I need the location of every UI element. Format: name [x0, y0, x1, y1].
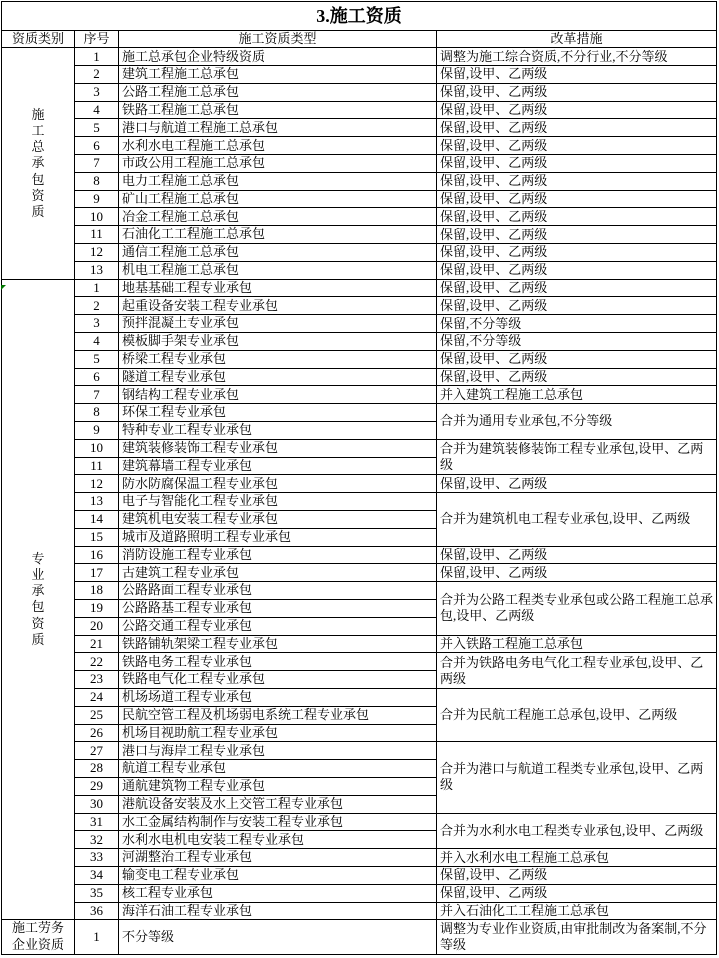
qualification-type-cell: 公路路面工程专业承包 — [119, 582, 437, 600]
page-title: 3.施工资质 — [2, 2, 717, 31]
qualification-type-cell: 公路路基工程专业承包 — [119, 599, 437, 617]
row-number-cell: 20 — [75, 617, 119, 635]
table-row — [2, 368, 717, 386]
table-row — [2, 386, 717, 404]
table-row — [2, 101, 717, 119]
title-row — [2, 2, 717, 31]
column-header-category: 资质类别 — [2, 31, 75, 48]
reform-measure-cell: 保留,设甲、乙两级 — [437, 172, 717, 190]
row-number-cell: 19 — [75, 599, 119, 617]
reform-measure-cell: 保留,设甲、乙两级 — [437, 208, 717, 226]
row-number-cell: 3 — [75, 315, 119, 333]
row-number-cell: 3 — [75, 83, 119, 101]
reform-measure-cell: 合并为通用专业承包,不分等级 — [437, 404, 717, 440]
reform-measure-cell: 保留,设甲、乙两级 — [437, 546, 717, 564]
row-number-cell: 6 — [75, 368, 119, 386]
row-number-cell: 9 — [75, 190, 119, 208]
row-number-cell: 7 — [75, 155, 119, 173]
qualification-type-cell: 建筑工程施工总承包 — [119, 66, 437, 84]
qualification-type-cell: 防水防腐保温工程专业承包 — [119, 475, 437, 493]
table-row — [2, 564, 717, 582]
qualification-type-cell: 矿山工程施工总承包 — [119, 190, 437, 208]
table-row — [2, 849, 717, 867]
column-header-measure: 改革措施 — [437, 31, 717, 48]
reform-measure-cell: 合并为港口与航道工程类专业承包,设甲、乙两级 — [437, 742, 717, 813]
reform-measure-cell: 保留,设甲、乙两级 — [437, 261, 717, 279]
reform-measure-cell: 合并为建筑装修装饰工程专业承包,设甲、乙两级 — [437, 439, 717, 475]
reform-measure-cell: 保留,设甲、乙两级 — [437, 475, 717, 493]
row-number-cell: 30 — [75, 795, 119, 813]
qualification-type-cell: 特种专业工程专业承包 — [119, 421, 437, 439]
qualification-type-cell: 机电工程施工总承包 — [119, 261, 437, 279]
header-row — [2, 31, 717, 48]
row-number-cell: 31 — [75, 813, 119, 831]
row-number-cell: 10 — [75, 208, 119, 226]
table-row — [2, 190, 717, 208]
table-row — [2, 66, 717, 84]
row-number-cell: 18 — [75, 582, 119, 600]
reform-measure-cell: 保留,设甲、乙两级 — [437, 119, 717, 137]
row-number-cell: 14 — [75, 510, 119, 528]
qualification-type-cell: 石油化工工程施工总承包 — [119, 226, 437, 244]
qualification-type-cell: 海洋石油工程专业承包 — [119, 902, 437, 920]
row-number-cell: 2 — [75, 66, 119, 84]
qualification-type-cell: 铁路工程施工总承包 — [119, 101, 437, 119]
qualification-type-cell: 模板脚手架专业承包 — [119, 333, 437, 351]
qualification-type-cell: 水工金属结构制作与安装工程专业承包 — [119, 813, 437, 831]
qualification-type-cell: 桥梁工程专业承包 — [119, 350, 437, 368]
qualification-type-cell: 水利水电工程施工总承包 — [119, 137, 437, 155]
qualification-type-cell: 电子与智能化工程专业承包 — [119, 493, 437, 511]
reform-measure-cell: 保留,设甲、乙两级 — [437, 350, 717, 368]
reform-measure-cell: 并入铁路工程施工总承包 — [437, 635, 717, 653]
qualification-type-cell: 预拌混凝土专业承包 — [119, 315, 437, 333]
reform-measure-cell: 保留,设甲、乙两级 — [437, 226, 717, 244]
table-row — [2, 137, 717, 155]
table-row — [2, 439, 717, 457]
row-number-cell: 35 — [75, 884, 119, 902]
table-row — [2, 902, 717, 920]
table-row — [2, 920, 717, 955]
cell-corner-marker — [1, 285, 6, 290]
table-row — [2, 297, 717, 315]
table-row — [2, 155, 717, 173]
row-number-cell: 33 — [75, 849, 119, 867]
reform-measure-cell: 并入石油化工工程施工总承包 — [437, 902, 717, 920]
reform-measure-cell: 保留,设甲、乙两级 — [437, 66, 717, 84]
row-number-cell: 21 — [75, 635, 119, 653]
row-number-cell: 36 — [75, 902, 119, 920]
row-number-cell: 13 — [75, 493, 119, 511]
reform-measure-cell: 保留,设甲、乙两级 — [437, 190, 717, 208]
reform-measure-cell: 保留,设甲、乙两级 — [437, 137, 717, 155]
table-row — [2, 279, 717, 297]
table-row — [2, 635, 717, 653]
table-row — [2, 493, 717, 511]
row-number-cell: 4 — [75, 333, 119, 351]
row-number-cell: 22 — [75, 653, 119, 671]
row-number-cell: 11 — [75, 226, 119, 244]
table-row — [2, 653, 717, 671]
table-row — [2, 208, 717, 226]
qualification-type-cell: 民航空管工程及机场弱电系统工程专业承包 — [119, 706, 437, 724]
row-number-cell: 29 — [75, 777, 119, 795]
qualification-type-cell: 水利水电机电安装工程专业承包 — [119, 831, 437, 849]
row-number-cell: 27 — [75, 742, 119, 760]
table-row — [2, 261, 717, 279]
qualification-type-cell: 港口与航道工程施工总承包 — [119, 119, 437, 137]
table-row — [2, 350, 717, 368]
reform-measure-cell: 并入建筑工程施工总承包 — [437, 386, 717, 404]
reform-measure-cell: 保留,设甲、乙两级 — [437, 297, 717, 315]
reform-measure-cell: 保留,设甲、乙两级 — [437, 866, 717, 884]
qualification-type-cell: 市政公用工程施工总承包 — [119, 155, 437, 173]
row-number-cell: 11 — [75, 457, 119, 475]
qualification-type-cell: 起重设备安装工程专业承包 — [119, 297, 437, 315]
table-row — [2, 866, 717, 884]
qualification-type-cell: 隧道工程专业承包 — [119, 368, 437, 386]
row-number-cell: 16 — [75, 546, 119, 564]
table-row — [2, 475, 717, 493]
reform-measure-cell: 保留,设甲、乙两级 — [437, 884, 717, 902]
table-row — [2, 582, 717, 600]
table-row — [2, 333, 717, 351]
qualification-type-cell: 机场场道工程专业承包 — [119, 688, 437, 706]
qualification-type-cell: 输变电工程专业承包 — [119, 866, 437, 884]
reform-measure-cell: 合并为民航工程施工总承包,设甲、乙两级 — [437, 688, 717, 741]
qualification-type-cell: 电力工程施工总承包 — [119, 172, 437, 190]
reform-measure-cell: 保留,不分等级 — [437, 333, 717, 351]
table-row — [2, 884, 717, 902]
qualification-type-cell: 铁路铺轨架梁工程专业承包 — [119, 635, 437, 653]
reform-measure-cell: 并入水利水电工程施工总承包 — [437, 849, 717, 867]
row-number-cell: 1 — [75, 920, 119, 955]
qualification-type-cell: 建筑幕墙工程专业承包 — [119, 457, 437, 475]
row-number-cell: 1 — [75, 48, 119, 66]
row-number-cell: 1 — [75, 279, 119, 297]
table-row — [2, 244, 717, 262]
qualification-type-cell: 通航建筑物工程专业承包 — [119, 777, 437, 795]
qualification-type-cell: 港航设备安装及水上交管工程专业承包 — [119, 795, 437, 813]
qualification-table — [1, 1, 717, 955]
column-header-type: 施工资质类型 — [119, 31, 437, 48]
qualification-type-cell: 机场目视助航工程专业承包 — [119, 724, 437, 742]
table-row — [2, 813, 717, 831]
row-number-cell: 12 — [75, 244, 119, 262]
qualification-type-cell: 建筑装修装饰工程专业承包 — [119, 439, 437, 457]
qualification-type-cell: 冶金工程施工总承包 — [119, 208, 437, 226]
reform-measure-cell: 保留,设甲、乙两级 — [437, 368, 717, 386]
row-number-cell: 6 — [75, 137, 119, 155]
qualification-type-cell: 通信工程施工总承包 — [119, 244, 437, 262]
qualification-type-cell: 核工程专业承包 — [119, 884, 437, 902]
row-number-cell: 5 — [75, 119, 119, 137]
qualification-type-cell: 港口与海岸工程专业承包 — [119, 742, 437, 760]
reform-measure-cell: 调整为专业作业资质,由审批制改为备案制,不分等级 — [437, 920, 717, 955]
table-row — [2, 742, 717, 760]
table-row — [2, 688, 717, 706]
row-number-cell: 15 — [75, 528, 119, 546]
category-label: 专业承包资质 — [31, 550, 45, 647]
table-row — [2, 226, 717, 244]
reform-measure-cell: 保留,设甲、乙两级 — [437, 83, 717, 101]
row-number-cell: 9 — [75, 421, 119, 439]
qualification-type-cell: 公路工程施工总承包 — [119, 83, 437, 101]
table-row — [2, 83, 717, 101]
reform-measure-cell: 保留,设甲、乙两级 — [437, 564, 717, 582]
reform-measure-cell: 合并为水利水电工程类专业承包,设甲、乙两级 — [437, 813, 717, 849]
reform-measure-cell: 保留,设甲、乙两级 — [437, 101, 717, 119]
qualification-type-cell: 建筑机电安装工程专业承包 — [119, 510, 437, 528]
table-row — [2, 48, 717, 66]
qualification-type-cell: 航道工程专业承包 — [119, 760, 437, 778]
reform-measure-cell: 保留,不分等级 — [437, 315, 717, 333]
row-number-cell: 34 — [75, 866, 119, 884]
qualification-type-cell: 城市及道路照明工程专业承包 — [119, 528, 437, 546]
row-number-cell: 10 — [75, 439, 119, 457]
reform-measure-cell: 合并为铁路电务电气化工程专业承包,设甲、乙两级 — [437, 653, 717, 689]
table-row — [2, 119, 717, 137]
qualification-type-cell: 消防设施工程专业承包 — [119, 546, 437, 564]
qualification-type-cell: 环保工程专业承包 — [119, 404, 437, 422]
table-row — [2, 172, 717, 190]
category-cell — [2, 279, 75, 920]
reform-measure-cell: 调整为施工综合资质,不分行业,不分等级 — [437, 48, 717, 66]
row-number-cell: 2 — [75, 297, 119, 315]
row-number-cell: 8 — [75, 172, 119, 190]
row-number-cell: 7 — [75, 386, 119, 404]
table-row — [2, 546, 717, 564]
reform-measure-cell: 合并为建筑机电工程专业承包,设甲、乙两级 — [437, 493, 717, 546]
qualification-type-cell: 古建筑工程专业承包 — [119, 564, 437, 582]
reform-measure-cell: 保留,设甲、乙两级 — [437, 244, 717, 262]
category-label: 施工总承包资质 — [31, 106, 45, 220]
qualification-type-cell: 地基基础工程专业承包 — [119, 279, 437, 297]
qualification-type-cell: 河湖整治工程专业承包 — [119, 849, 437, 867]
qualification-type-cell: 钢结构工程专业承包 — [119, 386, 437, 404]
row-number-cell: 4 — [75, 101, 119, 119]
qualification-type-cell: 铁路电务工程专业承包 — [119, 653, 437, 671]
row-number-cell: 5 — [75, 350, 119, 368]
column-header-number: 序号 — [75, 31, 119, 48]
row-number-cell: 28 — [75, 760, 119, 778]
qualification-type-cell: 公路交通工程专业承包 — [119, 617, 437, 635]
category-cell — [2, 48, 75, 279]
row-number-cell: 24 — [75, 688, 119, 706]
table-row — [2, 404, 717, 422]
row-number-cell: 17 — [75, 564, 119, 582]
category-cell — [2, 920, 75, 955]
reform-measure-cell: 保留,设甲、乙两级 — [437, 279, 717, 297]
row-number-cell: 32 — [75, 831, 119, 849]
row-number-cell: 12 — [75, 475, 119, 493]
reform-measure-cell: 合并为公路工程类专业承包或公路工程施工总承包,设甲、乙两级 — [437, 582, 717, 635]
row-number-cell: 8 — [75, 404, 119, 422]
qualification-type-cell: 不分等级 — [119, 920, 437, 955]
qualification-type-cell: 施工总承包企业特级资质 — [119, 48, 437, 66]
row-number-cell: 13 — [75, 261, 119, 279]
category-label: 施工劳务企业资质 — [12, 920, 65, 953]
row-number-cell: 23 — [75, 671, 119, 689]
reform-measure-cell: 保留,设甲、乙两级 — [437, 155, 717, 173]
row-number-cell: 26 — [75, 724, 119, 742]
table-row — [2, 315, 717, 333]
qualification-type-cell: 铁路电气化工程专业承包 — [119, 671, 437, 689]
row-number-cell: 25 — [75, 706, 119, 724]
